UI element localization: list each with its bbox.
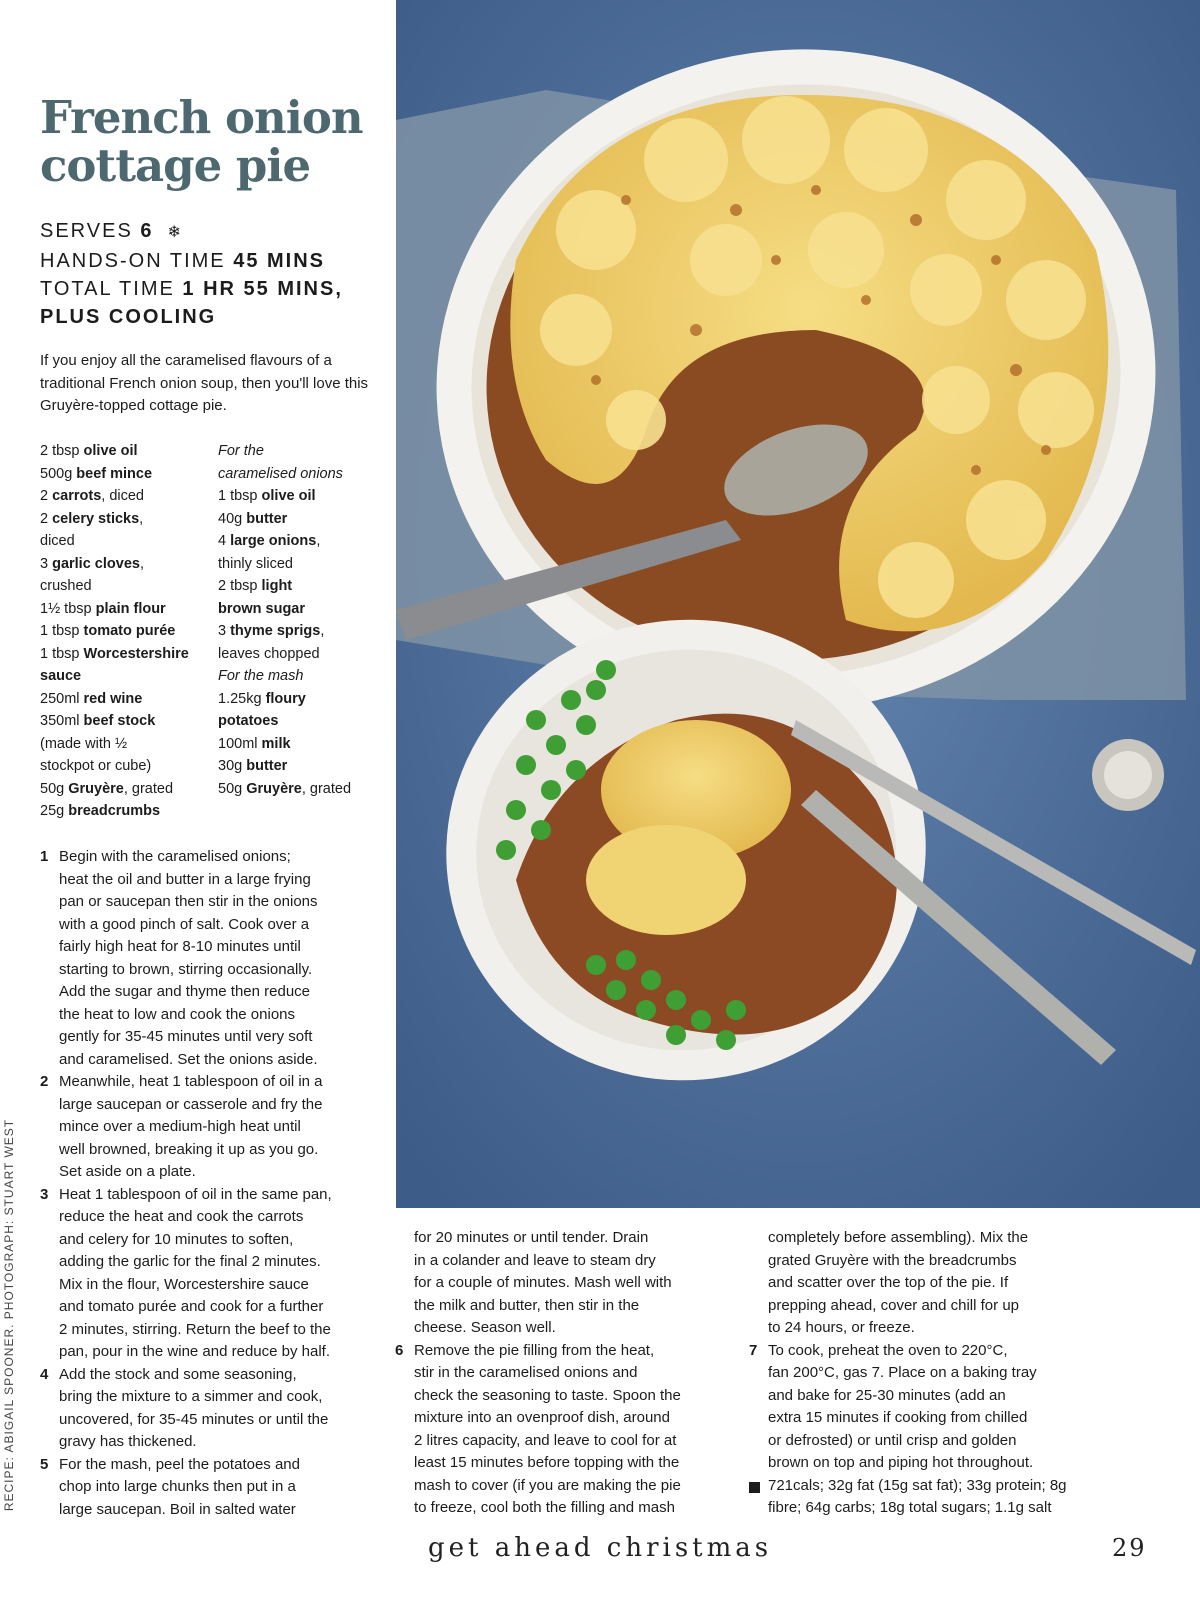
snowflake-icon: ❄ bbox=[167, 224, 181, 241]
ingredient-detail: , diced bbox=[101, 488, 144, 504]
step-text-line: least 15 minutes before topping with the bbox=[414, 1454, 680, 1471]
ingredient-line bbox=[40, 710, 210, 733]
ingredient-detail: , bbox=[316, 533, 321, 549]
page-number: 29 bbox=[1112, 1534, 1147, 1562]
step-text-line: to 24 hours, or freeze. bbox=[768, 1319, 915, 1336]
step-text-line: large saucepan or casserole and fry the bbox=[59, 1095, 323, 1113]
ingredient-line bbox=[40, 485, 210, 508]
method-step bbox=[40, 1364, 376, 1454]
step-text-line: check the seasoning to taste. Spoon the bbox=[414, 1386, 681, 1404]
ingredient-line bbox=[40, 688, 210, 711]
method-step bbox=[395, 1340, 721, 1520]
step-number: 3 bbox=[40, 1185, 49, 1203]
step-text-line: For the mash, peel the potatoes and bbox=[59, 1455, 300, 1473]
step-text-line: with a good pinch of salt. Cook over a bbox=[59, 915, 310, 933]
ingredient-line bbox=[218, 688, 383, 711]
ingredient-detail: , grated bbox=[301, 780, 352, 797]
ingredient-name: Worcestershire bbox=[83, 645, 189, 662]
step-text-line: To cook, preheat the oven to 220°C, bbox=[768, 1341, 1008, 1359]
ingredient-quantity: 1 tbsp bbox=[218, 488, 262, 504]
ingredient-name: garlic cloves bbox=[52, 555, 140, 572]
ingredient-name: potatoes bbox=[218, 713, 279, 729]
photo-credit: RECIPE: ABIGAIL SPOONER. PHOTOGRAPH: STUART WEST bbox=[2, 1118, 16, 1512]
step-text-line: Remove the pie filling from the heat, bbox=[414, 1341, 655, 1359]
ingredient-line bbox=[40, 508, 210, 531]
ingredient-line bbox=[40, 598, 210, 621]
ingredient-line bbox=[40, 800, 210, 823]
ingredient-quantity: 50g bbox=[40, 780, 69, 797]
step-text-line: Set aside on a plate. bbox=[59, 1163, 196, 1180]
ingredient-detail: , bbox=[320, 623, 325, 639]
ingredient-line bbox=[218, 485, 383, 508]
step-text-line: prepping ahead, cover and chill for up bbox=[768, 1296, 1020, 1314]
ingredient-name: light bbox=[261, 578, 293, 594]
ingredients-column-1 bbox=[40, 440, 210, 823]
method-column-3 bbox=[749, 1227, 1085, 1520]
recipe-photo bbox=[396, 0, 1200, 1208]
step-text-line: heat the oil and butter in a large frying bbox=[59, 870, 311, 888]
ingredient-quantity: 500g bbox=[40, 465, 77, 482]
step-text-line: mash to cover (if you are making the pie bbox=[414, 1476, 681, 1494]
ingredient-name: carrots bbox=[52, 488, 102, 504]
ingredient-name: floury bbox=[265, 690, 306, 707]
ingredient-line bbox=[40, 575, 210, 598]
ingredient-name: red wine bbox=[83, 690, 143, 707]
recipe-meta bbox=[40, 217, 380, 331]
ingredient-quantity: leaves chopped bbox=[218, 645, 320, 662]
ingredient-name: plain flour bbox=[95, 600, 166, 617]
step-text-line: brown on top and piping hot throughout. bbox=[768, 1454, 1034, 1471]
ingredient-quantity: diced bbox=[40, 533, 75, 549]
ingredient-quantity: 4 bbox=[218, 533, 231, 549]
step-text-line: Heat 1 tablespoon of oil in the same pan, bbox=[59, 1185, 332, 1203]
ingredient-detail: , bbox=[139, 510, 144, 527]
ingredient-quantity: 30g bbox=[218, 758, 247, 774]
step-text-line: uncovered, for 35-45 minutes or until the bbox=[59, 1410, 329, 1428]
step-text-line: mince over a medium-high heat until bbox=[59, 1118, 301, 1135]
step-text-line: 2 minutes, stirring. Return the beef to the bbox=[59, 1320, 331, 1338]
ingredient-name: celery sticks bbox=[52, 510, 140, 527]
ingredient-quantity: 2 tbsp bbox=[218, 578, 262, 594]
step-text-line: mixture into an ovenproof dish, around bbox=[414, 1409, 670, 1426]
ingredient-line bbox=[40, 620, 210, 643]
ingredient-name: tomato purée bbox=[83, 623, 176, 639]
total-time-label: TOTAL TIME bbox=[40, 278, 183, 300]
ingredients-column-2 bbox=[218, 440, 383, 800]
method-step bbox=[40, 846, 376, 1071]
step-text-line: the milk and butter, then stir in the bbox=[414, 1296, 640, 1314]
step-text-line: or defrosted) or until crisp and golden bbox=[768, 1431, 1017, 1449]
ingredient-quantity: 3 bbox=[40, 555, 53, 572]
step-text-line: starting to brown, stirring occasionally. bbox=[59, 960, 313, 978]
total-time-value: 1 HR 55 MINS, PLUS COOLING bbox=[40, 278, 343, 328]
step-number: 6 bbox=[395, 1341, 404, 1359]
ingredient-line bbox=[40, 463, 210, 486]
ingredient-line bbox=[218, 620, 383, 643]
step-text-line: completely before assembling). Mix the bbox=[768, 1229, 1029, 1246]
method-step bbox=[749, 1227, 1085, 1340]
ingredient-quantity: stockpot or cube) bbox=[40, 758, 152, 774]
ingredient-detail: , bbox=[139, 555, 144, 572]
ingredient-name: sauce bbox=[40, 668, 82, 684]
nutrition-text-line: fibre; 64g carbs; 18g total sugars; 1.1g salt bbox=[768, 1499, 1052, 1516]
ingredient-name: Gruyère bbox=[68, 780, 124, 797]
step-text-line: grated Gruyère with the breadcrumbs bbox=[768, 1251, 1017, 1269]
ingredient-line bbox=[218, 553, 383, 576]
ingredient-quantity: 2 tbsp bbox=[40, 443, 84, 459]
ingredient-line bbox=[218, 778, 383, 801]
ingredient-line bbox=[40, 643, 210, 666]
ingredient-subheading: For the bbox=[218, 443, 264, 459]
ingredient-quantity: crushed bbox=[40, 578, 92, 594]
ingredient-quantity: 2 bbox=[40, 510, 53, 527]
step-text-line: gently for 35-45 minutes until very soft bbox=[59, 1028, 313, 1045]
step-text-line: gravy has thickened. bbox=[59, 1433, 197, 1450]
step-text-line: for 20 minutes or until tender. Drain bbox=[414, 1229, 649, 1246]
step-text-line: stir in the caramelised onions and bbox=[414, 1364, 638, 1381]
ingredient-line bbox=[40, 733, 210, 756]
method-step bbox=[395, 1227, 721, 1340]
step-text-line: the heat to low and cook the onions bbox=[59, 1005, 296, 1023]
ingredient-line bbox=[218, 755, 383, 778]
ingredient-name: butter bbox=[246, 758, 288, 774]
method-step bbox=[40, 1184, 376, 1364]
step-text-line: and scatter over the top of the pie. If bbox=[768, 1274, 1009, 1291]
method-column-1 bbox=[40, 846, 376, 1521]
ingredient-line bbox=[218, 463, 383, 486]
step-text-line: chop into large chunks then put in a bbox=[59, 1478, 296, 1495]
method-step bbox=[40, 1071, 376, 1184]
ingredient-name: milk bbox=[261, 735, 291, 752]
step-text-line: and celery for 10 minutes to soften, bbox=[59, 1230, 294, 1248]
hands-on-value: 45 MINS bbox=[233, 250, 326, 272]
ingredient-quantity: 3 bbox=[218, 623, 231, 639]
ingredient-name: butter bbox=[246, 510, 288, 527]
step-number: 4 bbox=[40, 1365, 49, 1383]
ingredient-name: large onions bbox=[230, 533, 317, 549]
step-text-line: fan 200°C, gas 7. Place on a baking tray bbox=[768, 1364, 1037, 1381]
ingredient-line bbox=[40, 755, 210, 778]
ingredient-quantity: thinly sliced bbox=[218, 555, 293, 572]
step-text-line: reduce the heat and cook the carrots bbox=[59, 1208, 304, 1225]
ingredient-line bbox=[40, 440, 210, 463]
serves-line bbox=[40, 217, 380, 247]
recipe-intro: If you enjoy all the caramelised flavours of a traditional French onion soup, then you'll love this Gruyère-topped cottage pie. bbox=[40, 352, 369, 414]
ingredient-quantity: 2 bbox=[40, 488, 53, 504]
step-text-line: Add the stock and some seasoning, bbox=[59, 1365, 297, 1383]
step-text-line: large saucepan. Boil in salted water bbox=[59, 1500, 296, 1518]
ingredient-line bbox=[218, 643, 383, 666]
ingredient-line bbox=[40, 553, 210, 576]
nutrition-text-line: 721cals; 32g fat (15g sat fat); 33g protein; 8g bbox=[768, 1476, 1067, 1494]
ingredient-line bbox=[218, 440, 383, 463]
step-text-line: Mix in the flour, Worcestershire sauce bbox=[59, 1275, 309, 1293]
step-text-line: 2 litres capacity, and leave to cool for at bbox=[414, 1431, 677, 1449]
ingredient-line bbox=[218, 733, 383, 756]
step-text-line: extra 15 minutes if cooking from chilled bbox=[768, 1409, 1028, 1426]
ingredient-quantity: 1.25kg bbox=[218, 690, 266, 707]
step-text-line: Add the sugar and thyme then reduce bbox=[59, 983, 311, 1000]
ingredient-line bbox=[218, 530, 383, 553]
step-text-line: fairly high heat for 8-10 minutes until bbox=[59, 938, 301, 955]
step-text-line: and caramelised. Set the onions aside. bbox=[59, 1050, 318, 1068]
step-text-line: and bake for 25-30 minutes (add an bbox=[768, 1386, 1006, 1404]
ingredient-line bbox=[218, 665, 383, 688]
step-text-line: in a colander and leave to steam dry bbox=[414, 1251, 656, 1269]
step-text-line: adding the garlic for the final 2 minutes. bbox=[59, 1253, 321, 1270]
ingredient-quantity: 1 tbsp bbox=[40, 645, 84, 662]
step-text-line: to freeze, cool both the filling and mash bbox=[414, 1499, 675, 1516]
ingredient-quantity: 100ml bbox=[218, 735, 262, 752]
method-step bbox=[40, 1454, 376, 1522]
section-footer: get ahead christmas bbox=[428, 1533, 773, 1563]
ingredient-subheading: caramelised onions bbox=[218, 465, 343, 482]
method-column-2 bbox=[395, 1227, 721, 1520]
ingredient-quantity: 1 tbsp bbox=[40, 623, 84, 639]
total-time-line bbox=[40, 275, 380, 331]
hands-on-label: HANDS-ON TIME bbox=[40, 250, 234, 272]
step-text-line: pan or saucepan then stir in the onions bbox=[59, 893, 318, 910]
ingredient-line bbox=[218, 508, 383, 531]
ingredient-quantity: 25g bbox=[40, 803, 69, 819]
ingredient-name: beef mince bbox=[76, 465, 153, 482]
ingredient-quantity: 40g bbox=[218, 510, 247, 527]
step-text-line: for a couple of minutes. Mash well with bbox=[414, 1274, 672, 1291]
step-number: 1 bbox=[40, 848, 49, 865]
step-text-line: cheese. Season well. bbox=[414, 1319, 556, 1336]
ingredient-line bbox=[40, 665, 210, 688]
ingredient-quantity: 1½ tbsp bbox=[40, 600, 96, 617]
step-text-line: bring the mixture to a simmer and cook, bbox=[59, 1388, 323, 1405]
ingredient-line bbox=[40, 778, 210, 801]
step-number: 7 bbox=[749, 1341, 758, 1359]
ingredient-name: breadcrumbs bbox=[68, 803, 161, 819]
serves-label: SERVES bbox=[40, 220, 141, 242]
step-number: 5 bbox=[40, 1455, 49, 1473]
hands-on-line bbox=[40, 247, 380, 275]
method-step bbox=[749, 1340, 1085, 1475]
step-text-line: pan, pour in the wine and reduce by half. bbox=[59, 1343, 331, 1360]
ingredient-quantity: 250ml bbox=[40, 690, 84, 707]
ingredient-detail: , grated bbox=[123, 780, 174, 797]
step-text-line: and tomato purée and cook for a further bbox=[59, 1298, 324, 1315]
ingredient-name: olive oil bbox=[83, 443, 138, 459]
ingredient-name: beef stock bbox=[83, 713, 156, 729]
ingredient-quantity: (made with ½ bbox=[40, 735, 128, 752]
step-text-line: well browned, breaking it up as you go. bbox=[59, 1140, 319, 1158]
nutrition-bullet-icon bbox=[749, 1482, 760, 1493]
ingredient-line bbox=[218, 710, 383, 733]
recipe-title: French onion cottage pie bbox=[40, 91, 363, 192]
ingredient-quantity: 350ml bbox=[40, 713, 84, 729]
ingredient-name: Gruyère bbox=[246, 780, 302, 797]
ingredient-name: brown sugar bbox=[218, 600, 306, 617]
ingredient-line bbox=[40, 530, 210, 553]
ingredient-name: olive oil bbox=[261, 488, 316, 504]
ingredient-quantity: 50g bbox=[218, 780, 247, 797]
step-text-line: Begin with the caramelised onions; bbox=[59, 848, 291, 865]
serves-value: 6 bbox=[140, 220, 154, 242]
ingredient-name: thyme sprigs bbox=[230, 623, 321, 639]
nutrition-info bbox=[749, 1475, 1085, 1520]
ingredient-subheading: For the mash bbox=[218, 668, 304, 684]
step-text-line: Meanwhile, heat 1 tablespoon of oil in a bbox=[59, 1073, 323, 1090]
step-number: 2 bbox=[40, 1073, 49, 1090]
ingredient-line bbox=[218, 598, 383, 621]
ingredient-line bbox=[218, 575, 383, 598]
